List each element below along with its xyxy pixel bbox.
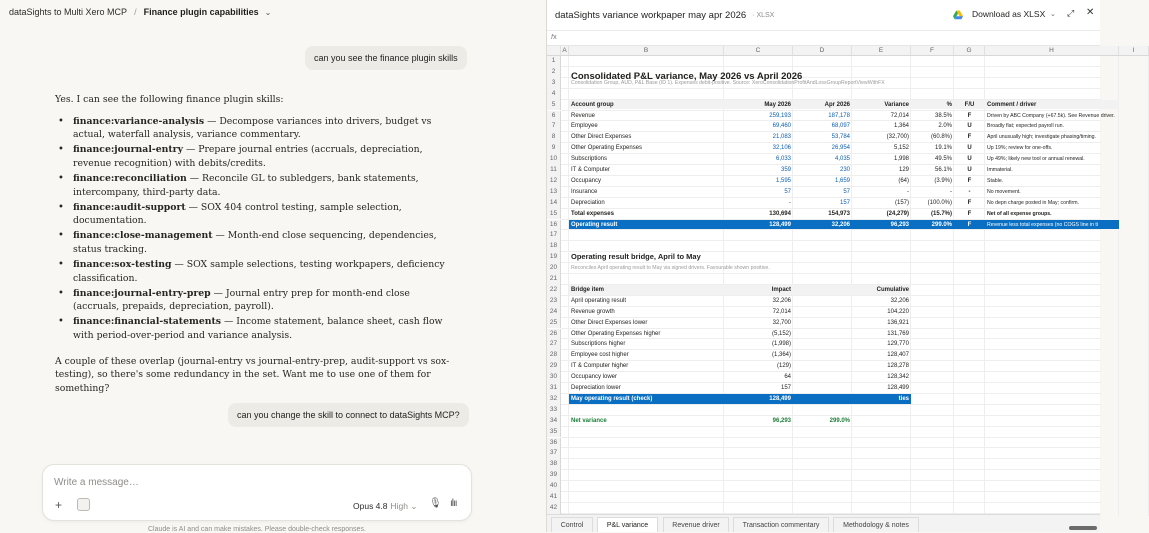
cell[interactable]: 32,206: [890, 297, 909, 304]
skill-description: — SOX sample selections, testing workpapers, deficiency classification.: [73, 259, 445, 284]
row-number[interactable]: 1: [547, 56, 561, 67]
cell[interactable]: 2.0%: [938, 123, 952, 130]
skill-name: finance:journal-entry: [73, 144, 183, 156]
skill-description: — Journal entry prep for month-end close (accruals, prepaids, depreciation, payroll).: [73, 287, 410, 313]
cell[interactable]: (157): [894, 199, 909, 206]
cell[interactable]: 128,499: [769, 221, 791, 228]
cell[interactable]: 129,770: [887, 341, 909, 348]
cell[interactable]: 49.5%: [934, 156, 952, 163]
sheet-tab[interactable]: Revenue driver: [663, 517, 729, 532]
cell[interactable]: (3.9%): [934, 177, 952, 184]
row-number[interactable]: 28: [547, 350, 561, 361]
cell[interactable]: Employee cost higher: [571, 352, 629, 359]
cell[interactable]: 96,293: [772, 417, 791, 424]
cell[interactable]: (60.8%): [930, 134, 952, 141]
expand-icon[interactable]: ⤢: [1067, 8, 1075, 18]
gridline: [561, 240, 1101, 241]
gridline: [561, 447, 1101, 448]
sheet-title[interactable]: Consolidated P&L variance, May 2026 vs April 2026: [571, 70, 803, 82]
microphone-icon[interactable]: 🎙: [429, 498, 442, 509]
cell[interactable]: 57: [843, 188, 850, 195]
cell[interactable]: 32,206: [831, 221, 850, 228]
file-type-label: · XLSX: [752, 11, 775, 19]
cell[interactable]: Revenue less total expenses (no COGS line in ti: [987, 221, 1099, 228]
row-number[interactable]: 35: [547, 427, 561, 438]
cell[interactable]: 130,694: [769, 210, 791, 217]
row-number[interactable]: 33: [547, 405, 561, 416]
cell[interactable]: Insurance: [571, 188, 598, 195]
row-number[interactable]: 11: [547, 165, 561, 176]
cell[interactable]: 38.5%: [934, 112, 952, 119]
disclaimer: Claude is AI and can make mistakes. Please double-check responses.: [148, 526, 366, 533]
cell[interactable]: 64: [784, 374, 791, 381]
cell[interactable]: 128,407: [887, 352, 909, 359]
cell[interactable]: F: [967, 221, 972, 228]
assistant-message: [55, 93, 455, 403]
column-heading[interactable]: Cumulative: [876, 286, 909, 293]
gridline: [561, 502, 1101, 503]
cell[interactable]: F: [967, 199, 972, 206]
cell[interactable]: 1,998: [893, 156, 909, 163]
sheet-subtitle[interactable]: Consolidation Group, AUD, P&L Base (ID 1). Expenses debit-positive. Source: XeroConsolidationProfitAndLossGroupReportViewWithFX: [571, 79, 885, 86]
cell[interactable]: No movement.: [987, 188, 1021, 195]
cell[interactable]: 32,206: [772, 297, 791, 304]
cell[interactable]: Occupancy lower: [571, 374, 618, 381]
sheet-tab[interactable]: Control: [551, 517, 593, 532]
bridge-title[interactable]: Operating result bridge, April to May: [571, 252, 701, 262]
cell[interactable]: -: [907, 188, 909, 195]
cell[interactable]: Other Operating Expenses: [571, 145, 643, 152]
row-number[interactable]: 38: [547, 459, 561, 470]
column-header[interactable]: I: [1119, 46, 1149, 56]
cell[interactable]: 6,033: [775, 156, 791, 163]
cell[interactable]: 128,278: [887, 363, 909, 370]
user-message: can you change the skill to connect to dataSights MCP?: [228, 403, 469, 427]
row-number[interactable]: 2: [547, 67, 561, 78]
gridline: [984, 56, 985, 516]
cell[interactable]: Other Direct Expenses lower: [571, 319, 648, 326]
cell[interactable]: 299.0%: [829, 417, 850, 424]
cell[interactable]: -: [968, 188, 971, 195]
cell[interactable]: 128,499: [887, 385, 909, 391]
row-number[interactable]: 20: [547, 263, 561, 274]
row-number[interactable]: 6: [547, 111, 561, 122]
cell[interactable]: (100.0%): [927, 199, 952, 206]
row-number[interactable]: 25: [547, 318, 561, 329]
cell[interactable]: 187,178: [828, 112, 850, 119]
skill-name: finance:close-management: [73, 230, 213, 242]
cell[interactable]: F: [967, 177, 972, 184]
cell[interactable]: F: [967, 112, 972, 119]
cell[interactable]: IT & Computer: [571, 167, 610, 173]
column-heading[interactable]: Apr 2026: [824, 101, 850, 108]
skill-item: [73, 201, 455, 228]
cell[interactable]: 154,973: [828, 210, 850, 217]
cell[interactable]: Immaterial.: [987, 167, 1013, 173]
cell[interactable]: 57: [784, 188, 791, 195]
row-number[interactable]: 17: [547, 230, 561, 241]
skills-list: [73, 115, 455, 343]
row-number[interactable]: 31: [547, 383, 561, 394]
add-icon[interactable]: +: [55, 498, 63, 512]
cell[interactable]: Subscriptions: [571, 156, 608, 163]
message-input[interactable]: Write a message…: [54, 477, 139, 488]
row-number[interactable]: 30: [547, 372, 561, 383]
gridline: [561, 491, 1101, 492]
row-number[interactable]: 37: [547, 448, 561, 459]
bridge-subtitle[interactable]: Reconciles April operating result to May via signed drivers. Favourable shown positive.: [571, 265, 770, 272]
model-name: Opus 4.8: [353, 501, 388, 511]
close-icon[interactable]: ✕: [1086, 7, 1095, 18]
column-heading[interactable]: %: [946, 101, 952, 108]
spreadsheet-grid[interactable]: [547, 46, 1135, 514]
row-number[interactable]: 14: [547, 198, 561, 209]
cell[interactable]: Net of all expense groups.: [987, 210, 1052, 217]
cell[interactable]: Subscriptions higher: [571, 341, 626, 348]
answer-intro: Yes. I can see the following finance plugin skills:: [55, 94, 284, 105]
skill-item: [73, 229, 455, 256]
cell[interactable]: 32,106: [772, 145, 791, 152]
cell[interactable]: 68,097: [831, 123, 850, 130]
cell[interactable]: Operating result: [571, 221, 618, 228]
skill-description: — Income statement, balance sheet, cash flow with period-over-period and variance analysis.: [73, 316, 443, 341]
chat-title[interactable]: Finance plugin capabilities: [143, 7, 259, 17]
gridline: [561, 469, 1101, 470]
column-header[interactable]: B: [569, 46, 724, 56]
skill-item: [73, 287, 455, 314]
cell[interactable]: 1,364: [893, 123, 909, 130]
cell[interactable]: 1,595: [775, 177, 791, 184]
cell[interactable]: Other Operating Expenses higher: [571, 330, 661, 337]
cell[interactable]: 129: [898, 167, 909, 173]
cell[interactable]: IT & Computer higher: [571, 363, 629, 370]
skill-item: [73, 115, 455, 142]
column-heading[interactable]: Bridge item: [571, 286, 605, 293]
row-number[interactable]: 18: [547, 241, 561, 252]
row-number[interactable]: 36: [547, 438, 561, 449]
row-number[interactable]: 26: [547, 329, 561, 340]
cell[interactable]: 19.1%: [934, 145, 952, 152]
cell[interactable]: Revenue: [571, 112, 596, 119]
cell[interactable]: Occupancy: [571, 177, 602, 184]
breadcrumb-separator: /: [134, 7, 137, 17]
row-number[interactable]: 13: [547, 187, 561, 198]
cell[interactable]: (24,279): [886, 210, 909, 217]
row-number[interactable]: 7: [547, 121, 561, 132]
select-all-corner[interactable]: [547, 46, 561, 56]
column-header[interactable]: F: [911, 46, 954, 56]
row-number[interactable]: 23: [547, 296, 561, 307]
cell[interactable]: Employee: [571, 123, 598, 130]
gridline: [561, 66, 1101, 67]
cell[interactable]: 157: [780, 385, 791, 391]
row-number[interactable]: 21: [547, 274, 561, 285]
row-number[interactable]: 3: [547, 78, 561, 89]
cell[interactable]: (32,700): [886, 134, 909, 141]
row-number[interactable]: 5: [547, 100, 561, 111]
cell[interactable]: 131,769: [887, 330, 909, 337]
cell[interactable]: 72,014: [890, 112, 909, 119]
cell[interactable]: 128,499: [769, 395, 791, 402]
skill-description: — Decompose variances into drivers, budget vs actual, waterfall analysis, variance commentary.: [73, 115, 432, 141]
column-header[interactable]: A: [561, 46, 569, 56]
cell[interactable]: Broadly flat; expected payroll run.: [987, 123, 1064, 130]
row-number[interactable]: 29: [547, 361, 561, 372]
cell[interactable]: U: [967, 123, 972, 130]
cell[interactable]: 53,784: [831, 134, 850, 141]
cell[interactable]: -: [789, 199, 791, 206]
column-header[interactable]: H: [985, 46, 1119, 56]
horizontal-scrollbar[interactable]: [1069, 526, 1097, 530]
cell[interactable]: U: [967, 145, 972, 152]
skill-name: finance:sox-testing: [73, 259, 172, 271]
row-number[interactable]: 40: [547, 481, 561, 492]
skill-item: [73, 172, 455, 199]
row-number[interactable]: 27: [547, 339, 561, 350]
skill-description: — Month-end close sequencing, dependencies, status tracking.: [73, 230, 437, 255]
cell[interactable]: 96,293: [890, 221, 909, 228]
skill-description: — Reconcile GL to subledgers, bank statements, intercompany, third-party data.: [73, 172, 419, 198]
cell[interactable]: (1,998): [771, 341, 791, 348]
chevron-down-icon[interactable]: ⌄: [264, 7, 272, 17]
row-number[interactable]: 8: [547, 132, 561, 143]
cell[interactable]: F: [967, 134, 972, 141]
skill-item: [73, 143, 455, 170]
cell[interactable]: 1,659: [834, 177, 850, 184]
row-number[interactable]: 12: [547, 176, 561, 187]
cell[interactable]: Total expenses: [571, 210, 614, 217]
cell[interactable]: Stable.: [987, 177, 1004, 184]
row-number[interactable]: 41: [547, 492, 561, 503]
column-header[interactable]: G: [954, 46, 985, 56]
column-heading[interactable]: F/U: [964, 101, 975, 108]
cell[interactable]: 230: [839, 167, 850, 173]
row-number[interactable]: 24: [547, 307, 561, 318]
row-number[interactable]: 4: [547, 89, 561, 100]
cell[interactable]: Other Direct Expenses: [571, 134, 632, 141]
sheet-tab[interactable]: P&L variance: [597, 517, 658, 532]
cell[interactable]: 5,152: [893, 145, 909, 152]
cell[interactable]: 32,700: [772, 319, 791, 326]
row-number[interactable]: 39: [547, 470, 561, 481]
skill-name: finance:reconciliation: [73, 172, 187, 184]
cell[interactable]: -: [950, 188, 952, 195]
artifact-pane: [546, 0, 1135, 532]
row-number[interactable]: 34: [547, 416, 561, 427]
gridline: [561, 437, 1101, 438]
gridline: [953, 56, 954, 516]
cell[interactable]: Revenue growth: [571, 308, 615, 315]
sheet-tab[interactable]: Transaction commentary: [733, 517, 829, 532]
skill-description: — SOX 404 control testing, sample selection, documentation.: [73, 201, 402, 227]
cell[interactable]: Up 49%; likely new tool or annual renewal.: [987, 156, 1085, 163]
cell[interactable]: 26,954: [831, 145, 850, 152]
download-button[interactable]: Download as XLSX: [972, 9, 1046, 19]
cell[interactable]: April operating result: [571, 297, 627, 304]
skill-item: [73, 258, 455, 285]
cell[interactable]: ties: [898, 395, 909, 402]
row-number[interactable]: 15: [547, 209, 561, 220]
cell[interactable]: 359: [780, 167, 791, 173]
skill-description: — Prepare journal entries (accruals, depreciation, revenue recognition) with debits/credits.: [73, 144, 423, 169]
column-header[interactable]: C: [724, 46, 793, 56]
formula-bar[interactable]: 𝑓x: [547, 31, 1100, 46]
row-number[interactable]: 32: [547, 394, 561, 405]
row-number[interactable]: 10: [547, 154, 561, 165]
cell[interactable]: 4,035: [834, 156, 850, 163]
cell[interactable]: 104,220: [887, 308, 909, 315]
cell[interactable]: 69,460: [772, 123, 791, 130]
cell[interactable]: 157: [839, 199, 850, 206]
download-options-chevron-icon[interactable]: ⌄: [1050, 11, 1056, 18]
row-number[interactable]: 9: [547, 143, 561, 154]
cell[interactable]: 299.0%: [931, 221, 952, 228]
skill-name: finance:financial-statements: [73, 316, 222, 328]
cell[interactable]: U: [967, 156, 972, 163]
cell[interactable]: (129): [776, 363, 791, 370]
artifact-title: dataSights variance workpaper may apr 2026: [555, 9, 747, 21]
google-drive-icon[interactable]: [953, 10, 963, 20]
cell[interactable]: Driven by ABC Company (+67.5k). See Revenue driver.: [987, 112, 1115, 119]
cell[interactable]: F: [967, 210, 972, 217]
cell[interactable]: 259,193: [769, 112, 791, 119]
cell[interactable]: 136,921: [887, 319, 909, 326]
gridline: [561, 480, 1101, 481]
cell[interactable]: (64): [898, 177, 909, 184]
row-number[interactable]: 42: [547, 503, 561, 514]
column-header[interactable]: D: [793, 46, 852, 56]
voice-mode-icon[interactable]: ılıı: [450, 498, 457, 509]
cell[interactable]: 128,342: [887, 374, 909, 381]
project-link[interactable]: dataSights to Multi Xero MCP: [9, 7, 128, 17]
sheet-tabs: [547, 514, 1100, 532]
answer-outro: A couple of these overlap (journal-entry vs journal-entry-prep, audit-support vs sox-testing), so there's some redundancy in the set. Want me to use one of them for something?: [55, 355, 450, 394]
cell[interactable]: Net variance: [571, 417, 607, 424]
artifact-header: [547, 0, 1100, 31]
cell[interactable]: April unusually high; investigate phasing/timing.: [987, 134, 1097, 141]
skill-name: finance:audit-support: [73, 201, 186, 213]
skill-item: [73, 315, 455, 342]
cell[interactable]: May operating result (check): [571, 395, 653, 402]
cell[interactable]: (1,364): [771, 352, 791, 359]
message-composer[interactable]: [42, 464, 472, 521]
column-heading[interactable]: Account group: [571, 101, 614, 108]
column-heading[interactable]: Comment / driver: [987, 101, 1037, 108]
gridline: [561, 458, 1101, 459]
cell[interactable]: Up 19%; review for one-offs.: [987, 145, 1053, 152]
cell[interactable]: Depreciation: [571, 199, 605, 206]
cell[interactable]: 56.1%: [934, 167, 952, 173]
sheet-tab[interactable]: Methodology & notes: [833, 517, 919, 532]
model-selector[interactable]: [353, 501, 417, 512]
row-number[interactable]: 22: [547, 285, 561, 296]
topbar: [0, 0, 546, 24]
cell[interactable]: No depn charge posted in May; confirm.: [987, 199, 1079, 206]
cell[interactable]: (15.7%): [930, 210, 952, 217]
skill-name: finance:journal-entry-prep: [73, 287, 211, 299]
column-heading[interactable]: May 2026: [764, 101, 791, 108]
row-number[interactable]: 19: [547, 252, 561, 263]
column-heading[interactable]: Variance: [884, 101, 909, 108]
chat-pane: [0, 0, 546, 532]
cell[interactable]: Depreciation lower: [571, 385, 621, 391]
cell[interactable]: 72,014: [772, 308, 791, 315]
effort-selector[interactable]: High ⌄: [390, 501, 418, 511]
attachment-icon[interactable]: [77, 498, 90, 511]
skill-name: finance:variance-analysis: [73, 115, 205, 127]
gridline: [1118, 56, 1119, 516]
column-heading[interactable]: Impact: [771, 286, 791, 293]
cell[interactable]: 21,083: [772, 134, 791, 141]
row-number[interactable]: 16: [547, 220, 561, 231]
cell[interactable]: (5,152): [771, 330, 791, 337]
user-message: can you see the finance plugin skills: [305, 46, 467, 70]
cell[interactable]: U: [967, 167, 972, 173]
column-header[interactable]: E: [852, 46, 911, 56]
